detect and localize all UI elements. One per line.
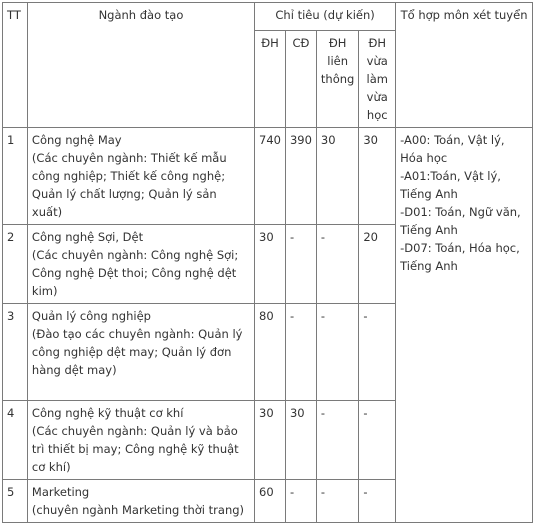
row-number: 5 (3, 480, 28, 523)
subheader-cd: CĐ (285, 31, 316, 128)
table-row (3, 128, 533, 225)
admission-table (2, 2, 533, 523)
program-detail: (chuyên ngành Marketing thời trang) (31, 503, 245, 517)
quota-cd: - (285, 225, 316, 304)
quota-lien-thong: - (316, 225, 358, 304)
quota-dh: 740 (255, 128, 286, 225)
header-nganh: Ngành đào tạo (27, 3, 254, 128)
subheader-lien-thong: ĐH liên thông (316, 31, 358, 128)
program-cell (27, 401, 254, 480)
subheader-vua-lam-vua-hoc: ĐH vừa làm vừa học (359, 31, 396, 128)
program-cell (27, 304, 254, 401)
combination-item: -D07: Toán, Hóa học, Tiếng Anh (400, 241, 520, 273)
program-name: Công nghệ Sợi, Dệt (31, 230, 144, 244)
header-tt: TT (3, 3, 28, 128)
program-detail: (Các chuyên ngành: Thiết kế mẫu công nghiệp; Thiết kế công nghệ; Quản lý chất lượng; Quản lý sản xuất) (31, 151, 227, 219)
row-number: 2 (3, 225, 28, 304)
program-cell (27, 225, 254, 304)
quota-cd: - (285, 480, 316, 523)
row-number: 4 (3, 401, 28, 480)
quota-dh: 80 (255, 304, 286, 401)
quota-dh: 60 (255, 480, 286, 523)
combination-item: -D01: Toán, Ngữ văn, Tiếng Anh (400, 205, 521, 237)
quota-cd: - (285, 304, 316, 401)
quota-dh: 30 (255, 225, 286, 304)
row-number: 3 (3, 304, 28, 401)
quota-cd: 390 (285, 128, 316, 225)
quota-vlvh: - (359, 480, 396, 523)
quota-lien-thong: - (316, 401, 358, 480)
program-name: Quản lý công nghiệp (31, 309, 151, 323)
program-name: Công nghệ May (31, 133, 122, 147)
program-name: Marketing (31, 485, 90, 499)
subheader-dh: ĐH (255, 31, 286, 128)
header-tohop: Tổ hợp môn xét tuyển (396, 3, 533, 128)
program-name: Công nghệ kỹ thuật cơ khí (31, 406, 184, 420)
quota-vlvh: - (359, 401, 396, 480)
subject-combinations (396, 128, 533, 523)
program-cell (27, 480, 254, 523)
combination-item: -A00: Toán, Vật lý, Hóa học (400, 133, 505, 165)
header-row (3, 3, 533, 31)
quota-cd: 30 (285, 401, 316, 480)
program-detail: (Các chuyên ngành: Công nghệ Sợi; Công nghệ Dệt thoi; Công nghệ dệt kim) (31, 248, 239, 298)
quota-lien-thong: - (316, 480, 358, 523)
program-cell (27, 128, 254, 225)
header-chitieu: Chỉ tiêu (dự kiến) (255, 3, 396, 31)
program-detail: (Đào tạo các chuyên ngành: Quản lý công nghiệp dệt may; Quản lý đơn hàng dệt may) (31, 327, 243, 377)
quota-lien-thong: 30 (316, 128, 358, 225)
quota-dh: 30 (255, 401, 286, 480)
quota-vlvh: 30 (359, 128, 396, 225)
quota-vlvh: - (359, 304, 396, 401)
program-detail: (Các chuyên ngành: Quản lý và bảo trì thiết bị may; Công nghệ kỹ thuật cơ khí) (31, 424, 239, 474)
quota-lien-thong: - (316, 304, 358, 401)
quota-vlvh: 20 (359, 225, 396, 304)
combination-item: -A01:Toán, Vật lý, Tiếng Anh (400, 169, 501, 201)
row-number: 1 (3, 128, 28, 225)
